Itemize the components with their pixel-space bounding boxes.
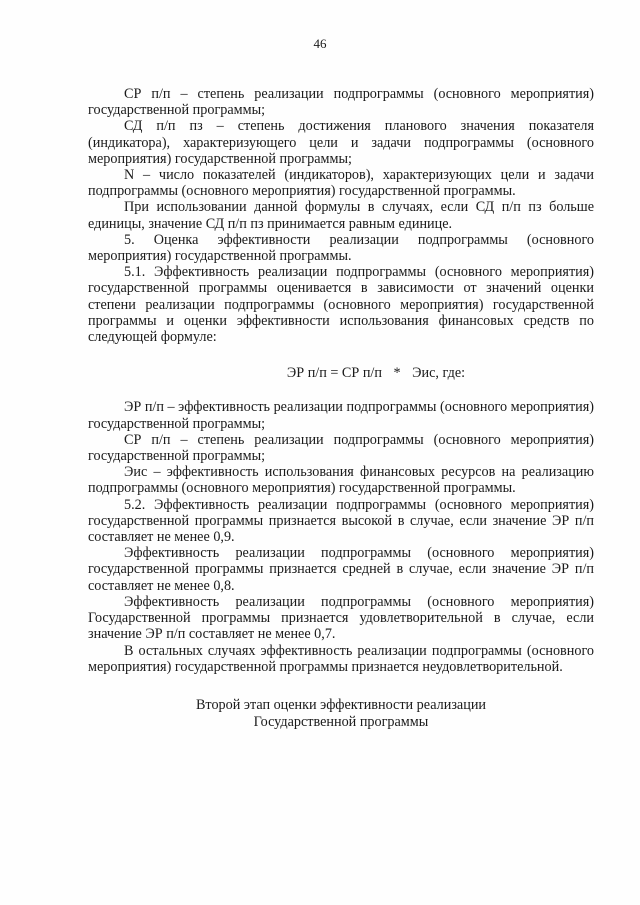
paragraph-eis-definition: Эис – эффективность использования финансовых ресурсов на реализацию подпрограммы (основного мероприятия) государственной программы.	[88, 464, 594, 497]
paragraph-n-definition: N – число показателей (индикаторов), характеризующих цели и задачи подпрограммы (основного мероприятия) государственной программы.	[88, 167, 594, 200]
paragraph-medium-efficiency: Эффективность реализации подпрограммы (основного мероприятия) государственной программы признается средней в случае, если значение ЭР п/п составляет не менее 0,8.	[88, 545, 594, 594]
paragraph-formula-note: При использовании данной формулы в случаях, если СД п/п пз больше единицы, значение СД п/п пз принимается равным единице.	[88, 199, 594, 232]
paragraph-sr-definition-2: СР п/п – степень реализации подпрограммы (основного мероприятия) государственной программы;	[88, 431, 594, 465]
paragraph-sd-definition: СД п/п пз – степень достижения планового значения показателя (индикатора), характеризующего цели и задачи подпрограммы (основного мероприятия) государственной программы;	[88, 118, 594, 167]
paragraph-er-definition: ЭР п/п – эффективность реализации подпрограммы (основного мероприятия) государственной программы;	[88, 399, 594, 432]
paragraph-unsatisfactory-efficiency: В остальных случаях эффективность реализации подпрограммы (основного мероприятия) государственной программы признается неудовлетворительной.	[88, 642, 594, 675]
formula-operator: *	[393, 365, 401, 382]
paragraph-sr-definition: СР п/п – степень реализации подпрограммы (основного мероприятия) государственной программы;	[88, 86, 594, 119]
paragraph-section-5-2: 5.2. Эффективность реализации подпрограммы (основного мероприятия) государственной программы признается высокой в случае, если значение ЭР п/п составляет не менее 0,9.	[88, 496, 594, 546]
document-body	[88, 86, 594, 731]
formula-left: ЭР п/п = СР п/п	[286, 365, 382, 382]
paragraph-satisfactory-efficiency: Эффективность реализации подпрограммы (основного мероприятия) Государственной программы признается удовлетворительной в случае, если значение ЭР п/п составляет не менее 0,7.	[88, 593, 594, 643]
formula	[158, 365, 594, 381]
paragraph-section-5: 5. Оценка эффективности реализации подпрограммы (основного мероприятия) государственной программы.	[88, 231, 594, 265]
heading-line-1: Второй этап оценки эффективности реализации	[195, 696, 487, 713]
page-number: 46	[313, 36, 327, 51]
section-heading	[88, 697, 594, 731]
formula-right: Эис, где:	[412, 365, 466, 382]
heading-line-2: Государственной программы	[253, 713, 429, 730]
paragraph-section-5-1: 5.1. Эффективность реализации подпрограммы (основного мероприятия) государственной программы оценивается в зависимости от значений оценки степени реализации подпрограммы (основного мероприятия) государственной программы и оценки эффективности использования финансовых средств по следующей формуле:	[88, 264, 594, 346]
